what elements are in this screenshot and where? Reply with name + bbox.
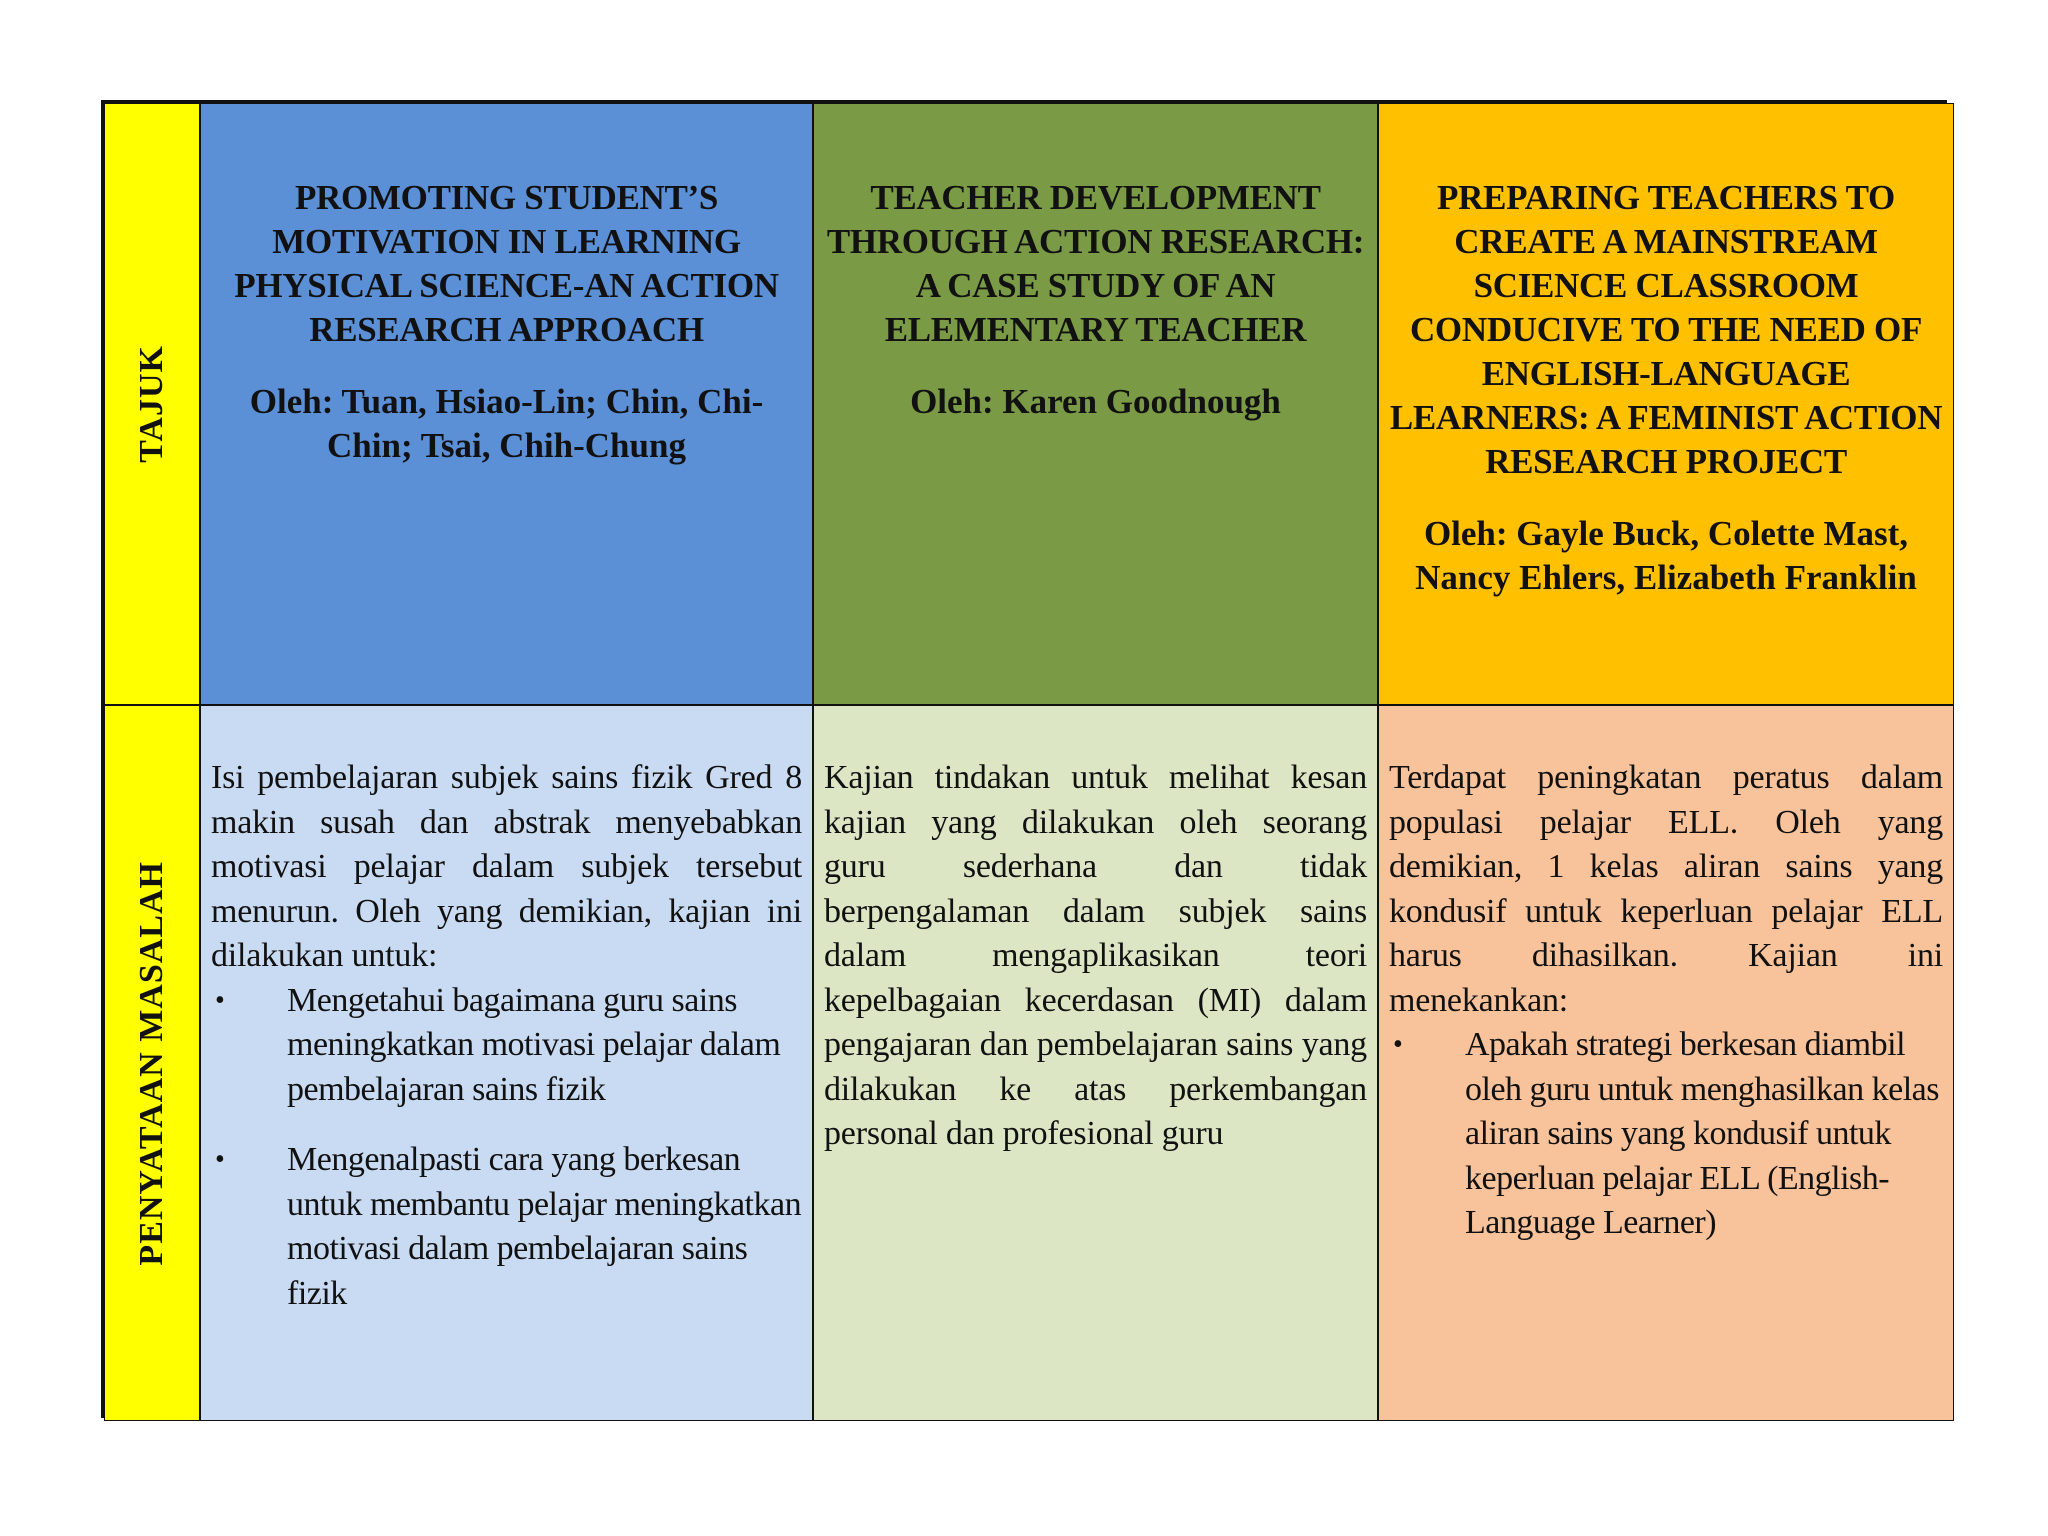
study-2-problem-text: Kajian tindakan untuk melihat kesan kajian yang dilakukan oleh seorang guru sederhana dan tidak berpengalaman dalam subjek sains dalam mengaplikasikan teori kepelbagaian kecerdasan (MI) dalam pengajaran dan pembelajaran sains yang dilakukan ke atas perkembangan personal dan profesional guru xyxy=(824,759,1367,1152)
study-1-author: Oleh: Tuan, Hsiao-Lin; Chin, Chi-Chin; Tsai, Chih-Chung xyxy=(249,382,764,465)
study-3-bullet-1: Apakah strategi berkesan diambil oleh guru untuk menghasilkan kelas aliran sains yang kondusif untuk keperluan pelajar ELL (English-Language Learner) xyxy=(1465,1026,1940,1241)
row-label-penyataan-masalah: PENYATAAN MASALAH xyxy=(133,860,170,1266)
study-3-bullet-list xyxy=(1389,1023,1943,1246)
study-1-title-cell xyxy=(200,103,813,705)
study-1-bullet-2: Mengenalpasti cara yang berkesan untuk membantu pelajar meningkatkan motivasi dalam pembelajaran sains fizik xyxy=(287,1141,802,1312)
row-label-tajuk: TAJUK xyxy=(133,345,170,463)
study-2-author: Oleh: Karen Goodnough xyxy=(910,382,1281,421)
bullet-icon: • xyxy=(215,1144,225,1175)
study-1-bullet-list xyxy=(211,979,802,1317)
study-1-title: PROMOTING STUDENT’S MOTIVATION IN LEARNING PHYSICAL SCIENCE-AN ACTION RESEARCH APPROACH xyxy=(234,178,779,349)
study-2-problem-cell xyxy=(813,705,1378,1421)
row-label-tajuk-cell xyxy=(104,103,200,705)
study-3-problem-text: Terdapat peningkatan peratus dalam populasi pelajar ELL. Oleh yang demikian, 1 kelas aliran sains yang kondusif untuk keperluan pelajar ELL harus dihasilkan. Kajian ini menekankan: xyxy=(1389,759,1943,1019)
study-1-problem-cell xyxy=(200,705,813,1421)
study-3-problem-cell xyxy=(1378,705,1954,1421)
bullet-icon: • xyxy=(215,984,225,1016)
study-1-problem-text: Isi pembelajaran subjek sains fizik Gred 8 makin susah dan abstrak menyebabkan motivasi pelajar dalam subjek tersebut menurun. Oleh yang demikian, kajian ini dilakukan untuk: xyxy=(211,759,802,974)
list-item xyxy=(1389,1023,1943,1246)
study-3-author: Oleh: Gayle Buck, Colette Mast, Nancy Ehlers, Elizabeth Franklin xyxy=(1415,514,1917,597)
comparison-table xyxy=(101,100,1947,1418)
list-item xyxy=(211,979,802,1113)
study-3-title-cell xyxy=(1378,103,1954,705)
study-1-bullet-1: Mengetahui bagaimana guru sains meningkatkan motivasi pelajar dalam pembelajaran sains fizik xyxy=(287,981,781,1108)
list-item xyxy=(211,1138,802,1316)
study-3-title: PREPARING TEACHERS TO CREATE A MAINSTREAM SCIENCE CLASSROOM CONDUCIVE TO THE NEED OF ENGLISH-LANGUAGE LEARNERS: A FEMINIST ACTION RESEARCH PROJECT xyxy=(1389,178,1943,481)
bullet-icon: • xyxy=(1393,1029,1403,1060)
study-2-title: TEACHER DEVELOPMENT THROUGH ACTION RESEARCH: A CASE STUDY OF AN ELEMENTARY TEACHER xyxy=(826,178,1365,349)
study-2-title-cell xyxy=(813,103,1378,705)
row-label-penyataan-cell xyxy=(104,705,200,1421)
